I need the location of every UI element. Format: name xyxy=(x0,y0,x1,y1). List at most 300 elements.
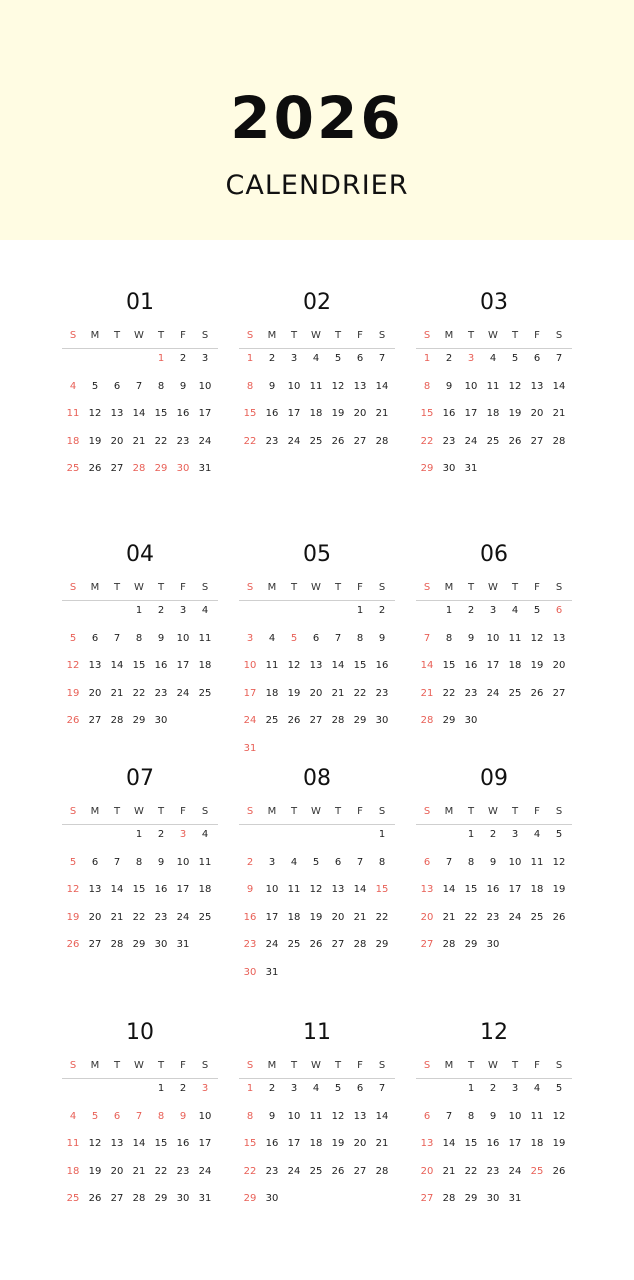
day-cell: 30 xyxy=(176,463,190,475)
day-cell: 1 xyxy=(246,1083,254,1094)
day-cell: 22 xyxy=(243,435,257,447)
weekday-label: F xyxy=(357,582,363,593)
day-cell: 20 xyxy=(420,911,434,923)
day-cell: 12 xyxy=(66,884,80,896)
day-cell: 21 xyxy=(132,435,146,447)
weekday-label: T xyxy=(290,1060,298,1071)
weekday-label: S xyxy=(378,582,386,593)
day-cell: 25 xyxy=(198,687,212,699)
day-cell: 22 xyxy=(375,911,389,923)
day-cell: 28 xyxy=(552,435,566,447)
day-cell: 22 xyxy=(464,911,478,923)
day-cell: 9 xyxy=(445,380,453,392)
day-cell: 9 xyxy=(489,1110,497,1122)
day-cell: 25 xyxy=(530,911,544,923)
day-cell: 29 xyxy=(375,939,389,951)
day-cell: 5 xyxy=(91,1110,99,1122)
weekday-label: F xyxy=(180,1060,186,1071)
day-cell: 15 xyxy=(464,884,478,896)
day-cell: 1 xyxy=(378,829,386,840)
weekday-divider xyxy=(416,600,572,601)
day-cell: 23 xyxy=(265,435,279,447)
weekday-label: S xyxy=(423,1060,431,1071)
weekday-label: M xyxy=(267,330,277,341)
day-cell: 10 xyxy=(176,856,190,868)
day-cell: 24 xyxy=(287,1165,301,1177)
day-cell: 19 xyxy=(508,408,522,420)
day-cell: 7 xyxy=(378,1083,386,1094)
day-cell: 29 xyxy=(464,939,478,951)
day-cell: 24 xyxy=(176,911,190,923)
day-cell: 30 xyxy=(486,1193,500,1205)
weekday-label: S xyxy=(423,582,431,593)
day-cell: 17 xyxy=(508,884,522,896)
day-cell: 15 xyxy=(353,660,367,672)
day-cell: 9 xyxy=(179,380,187,392)
day-cell: 11 xyxy=(309,380,323,392)
day-cell: 29 xyxy=(420,463,434,475)
day-cell: 20 xyxy=(88,687,102,699)
weekday-label: T xyxy=(157,1060,165,1071)
day-cell: 26 xyxy=(88,1193,102,1205)
day-cell: 4 xyxy=(533,1083,541,1094)
weekday-label: F xyxy=(180,806,186,817)
weekday-divider xyxy=(62,824,218,825)
day-cell: 23 xyxy=(176,435,190,447)
day-cell: 21 xyxy=(110,911,124,923)
day-cell: 24 xyxy=(287,435,301,447)
day-cell: 7 xyxy=(135,1110,143,1122)
month-title: 03 xyxy=(480,290,508,315)
day-cell: 21 xyxy=(353,911,367,923)
day-cell: 31 xyxy=(198,1193,212,1205)
day-cell: 24 xyxy=(243,715,257,727)
weekday-label: S xyxy=(423,330,431,341)
weekday-label: W xyxy=(488,1060,498,1071)
day-cell: 24 xyxy=(508,911,522,923)
weekday-divider xyxy=(239,1078,395,1079)
day-cell: 18 xyxy=(198,884,212,896)
day-cell: 9 xyxy=(268,380,276,392)
weekday-label: W xyxy=(488,806,498,817)
weekday-label: F xyxy=(534,330,540,341)
day-cell: 2 xyxy=(489,1083,497,1094)
day-cell: 4 xyxy=(69,1110,77,1122)
month-07 xyxy=(62,766,218,986)
day-cell: 29 xyxy=(442,715,456,727)
weekday-label: S xyxy=(69,806,77,817)
day-cell: 24 xyxy=(464,435,478,447)
day-cell: 17 xyxy=(176,660,190,672)
weekday-label: T xyxy=(467,582,475,593)
day-cell: 19 xyxy=(552,1138,566,1150)
month-03 xyxy=(416,290,572,510)
day-cell: 4 xyxy=(533,829,541,840)
day-cell: 22 xyxy=(132,911,146,923)
weekday-label: M xyxy=(267,1060,277,1071)
day-cell: 25 xyxy=(265,715,279,727)
day-cell: 14 xyxy=(375,1110,389,1122)
day-cell: 21 xyxy=(132,1165,146,1177)
day-cell: 13 xyxy=(88,884,102,896)
day-cell: 9 xyxy=(378,632,386,644)
day-cell: 17 xyxy=(198,408,212,420)
day-cell: 14 xyxy=(132,1138,146,1150)
day-cell: 17 xyxy=(287,1138,301,1150)
weekday-label: W xyxy=(311,1060,321,1071)
day-cell: 23 xyxy=(176,1165,190,1177)
day-cell: 6 xyxy=(91,632,99,644)
day-cell: 31 xyxy=(198,463,212,475)
day-cell: 2 xyxy=(467,605,475,616)
day-cell: 9 xyxy=(489,856,497,868)
day-cell: 19 xyxy=(552,884,566,896)
day-cell: 24 xyxy=(508,1165,522,1177)
weekday-divider xyxy=(62,348,218,349)
day-cell: 15 xyxy=(154,408,168,420)
day-cell: 8 xyxy=(467,856,475,868)
day-cell: 18 xyxy=(198,660,212,672)
weekday-label: T xyxy=(113,1060,121,1071)
day-cell: 23 xyxy=(243,939,257,951)
day-cell: 21 xyxy=(331,687,345,699)
day-cell: 25 xyxy=(530,1165,544,1177)
day-cell: 31 xyxy=(508,1193,522,1205)
weekday-label: M xyxy=(444,1060,454,1071)
day-cell: 3 xyxy=(511,829,519,840)
day-cell: 14 xyxy=(353,884,367,896)
day-cell: 9 xyxy=(246,884,254,896)
day-cell: 1 xyxy=(467,1083,475,1094)
day-cell: 30 xyxy=(464,715,478,727)
month-11 xyxy=(239,1020,395,1240)
weekday-label: S xyxy=(201,330,209,341)
weekday-label: T xyxy=(113,330,121,341)
day-cell: 30 xyxy=(154,939,168,951)
day-cell: 15 xyxy=(375,884,389,896)
weekday-divider xyxy=(62,1078,218,1079)
day-cell: 4 xyxy=(201,605,209,616)
day-cell: 18 xyxy=(530,1138,544,1150)
day-cell: 11 xyxy=(287,884,301,896)
day-cell: 21 xyxy=(110,687,124,699)
weekday-label: W xyxy=(488,330,498,341)
day-cell: 1 xyxy=(157,1083,165,1094)
weekday-label: S xyxy=(555,582,563,593)
day-cell: 7 xyxy=(423,632,431,644)
day-cell: 8 xyxy=(157,380,165,392)
weekday-label: M xyxy=(444,806,454,817)
day-cell: 25 xyxy=(309,435,323,447)
day-cell: 16 xyxy=(176,1138,190,1150)
weekday-label: W xyxy=(134,582,144,593)
day-cell: 22 xyxy=(464,1165,478,1177)
day-cell: 17 xyxy=(198,1138,212,1150)
day-cell: 2 xyxy=(268,353,276,364)
day-cell: 18 xyxy=(486,408,500,420)
day-cell: 27 xyxy=(309,715,323,727)
day-cell: 13 xyxy=(309,660,323,672)
day-cell: 12 xyxy=(508,380,522,392)
day-cell: 10 xyxy=(176,632,190,644)
day-cell: 13 xyxy=(353,1110,367,1122)
weekday-label: T xyxy=(511,330,519,341)
day-cell: 1 xyxy=(467,829,475,840)
day-cell: 15 xyxy=(132,884,146,896)
day-cell: 24 xyxy=(265,939,279,951)
month-10 xyxy=(62,1020,218,1240)
day-cell: 22 xyxy=(353,687,367,699)
day-cell: 5 xyxy=(511,353,519,364)
month-title: 10 xyxy=(126,1020,154,1045)
day-cell: 24 xyxy=(176,687,190,699)
day-cell: 30 xyxy=(265,1193,279,1205)
day-cell: 10 xyxy=(508,1110,522,1122)
day-cell: 26 xyxy=(88,463,102,475)
day-cell: 6 xyxy=(334,856,342,868)
day-cell: 25 xyxy=(486,435,500,447)
day-cell: 4 xyxy=(69,380,77,392)
month-title: 05 xyxy=(303,542,331,567)
day-cell: 16 xyxy=(154,884,168,896)
weekday-label: W xyxy=(134,806,144,817)
weekday-label: M xyxy=(90,582,100,593)
day-cell: 21 xyxy=(375,408,389,420)
day-cell: 7 xyxy=(555,353,563,364)
day-cell: 6 xyxy=(555,605,563,616)
day-cell: 25 xyxy=(287,939,301,951)
day-cell: 20 xyxy=(88,911,102,923)
day-cell: 10 xyxy=(198,380,212,392)
weekday-label: S xyxy=(201,582,209,593)
day-cell: 19 xyxy=(88,1165,102,1177)
day-cell: 12 xyxy=(552,1110,566,1122)
day-cell: 11 xyxy=(198,856,212,868)
day-cell: 22 xyxy=(154,435,168,447)
day-cell: 5 xyxy=(91,380,99,392)
weekday-label: T xyxy=(511,582,519,593)
day-cell: 4 xyxy=(511,605,519,616)
day-cell: 12 xyxy=(88,1138,102,1150)
day-cell: 5 xyxy=(555,829,563,840)
day-cell: 21 xyxy=(375,1138,389,1150)
day-cell: 17 xyxy=(287,408,301,420)
day-cell: 22 xyxy=(243,1165,257,1177)
weekday-label: T xyxy=(290,806,298,817)
weekday-label: T xyxy=(113,582,121,593)
day-cell: 8 xyxy=(157,1110,165,1122)
day-cell: 24 xyxy=(198,1165,212,1177)
day-cell: 20 xyxy=(331,911,345,923)
day-cell: 30 xyxy=(154,715,168,727)
day-cell: 12 xyxy=(66,660,80,672)
day-cell: 29 xyxy=(154,1193,168,1205)
day-cell: 6 xyxy=(312,632,320,644)
day-cell: 20 xyxy=(309,687,323,699)
day-cell: 15 xyxy=(442,660,456,672)
month-02 xyxy=(239,290,395,510)
day-cell: 14 xyxy=(331,660,345,672)
weekday-label: W xyxy=(311,806,321,817)
day-cell: 23 xyxy=(154,911,168,923)
day-cell: 26 xyxy=(331,1165,345,1177)
day-cell: 16 xyxy=(243,911,257,923)
day-cell: 16 xyxy=(154,660,168,672)
day-cell: 6 xyxy=(356,1083,364,1094)
day-cell: 21 xyxy=(420,687,434,699)
weekday-label: M xyxy=(90,330,100,341)
day-cell: 28 xyxy=(442,939,456,951)
day-cell: 26 xyxy=(287,715,301,727)
day-cell: 16 xyxy=(486,1138,500,1150)
day-cell: 30 xyxy=(243,967,257,978)
day-cell: 4 xyxy=(312,353,320,364)
weekday-label: S xyxy=(555,330,563,341)
weekday-label: S xyxy=(246,582,254,593)
day-cell: 29 xyxy=(353,715,367,727)
day-cell: 11 xyxy=(486,380,500,392)
day-cell: 1 xyxy=(445,605,453,616)
day-cell: 10 xyxy=(265,884,279,896)
day-cell: 15 xyxy=(243,1138,257,1150)
day-cell: 14 xyxy=(375,380,389,392)
weekday-label: W xyxy=(134,330,144,341)
day-cell: 10 xyxy=(287,1110,301,1122)
day-cell: 28 xyxy=(375,435,389,447)
day-cell: 19 xyxy=(309,911,323,923)
day-cell: 5 xyxy=(555,1083,563,1094)
day-cell: 13 xyxy=(110,1138,124,1150)
day-cell: 5 xyxy=(334,1083,342,1094)
month-title: 09 xyxy=(480,766,508,791)
month-09 xyxy=(416,766,572,986)
day-cell: 19 xyxy=(287,687,301,699)
weekday-divider xyxy=(416,1078,572,1079)
day-cell: 9 xyxy=(467,632,475,644)
day-cell: 7 xyxy=(378,353,386,364)
day-cell: 15 xyxy=(464,1138,478,1150)
day-cell: 31 xyxy=(243,743,257,754)
day-cell: 1 xyxy=(356,605,364,616)
day-cell: 28 xyxy=(353,939,367,951)
day-cell: 19 xyxy=(331,408,345,420)
day-cell: 27 xyxy=(353,435,367,447)
day-cell: 14 xyxy=(442,884,456,896)
day-cell: 20 xyxy=(110,1165,124,1177)
day-cell: 23 xyxy=(375,687,389,699)
day-cell: 29 xyxy=(132,939,146,951)
day-cell: 30 xyxy=(442,463,456,475)
day-cell: 8 xyxy=(246,1110,254,1122)
day-cell: 13 xyxy=(552,632,566,644)
weekday-label: T xyxy=(290,582,298,593)
day-cell: 27 xyxy=(110,1193,124,1205)
day-cell: 11 xyxy=(530,856,544,868)
day-cell: 19 xyxy=(66,687,80,699)
day-cell: 29 xyxy=(243,1193,257,1205)
day-cell: 23 xyxy=(265,1165,279,1177)
day-cell: 4 xyxy=(312,1083,320,1094)
day-cell: 22 xyxy=(442,687,456,699)
day-cell: 22 xyxy=(132,687,146,699)
day-cell: 7 xyxy=(445,1110,453,1122)
day-cell: 18 xyxy=(309,1138,323,1150)
month-title: 08 xyxy=(303,766,331,791)
weekday-label: W xyxy=(488,582,498,593)
day-cell: 14 xyxy=(420,660,434,672)
day-cell: 3 xyxy=(489,605,497,616)
day-cell: 7 xyxy=(113,856,121,868)
day-cell: 21 xyxy=(552,408,566,420)
day-cell: 24 xyxy=(198,435,212,447)
day-cell: 23 xyxy=(486,911,500,923)
day-cell: 28 xyxy=(132,463,146,475)
day-cell: 25 xyxy=(309,1165,323,1177)
day-cell: 25 xyxy=(198,911,212,923)
day-cell: 27 xyxy=(420,1193,434,1205)
day-cell: 22 xyxy=(420,435,434,447)
day-cell: 19 xyxy=(88,435,102,447)
month-01 xyxy=(62,290,218,510)
calendar-subtitle: CALENDRIER xyxy=(225,170,409,201)
day-cell: 1 xyxy=(246,353,254,364)
day-cell: 12 xyxy=(287,660,301,672)
day-cell: 28 xyxy=(442,1193,456,1205)
day-cell: 28 xyxy=(132,1193,146,1205)
weekday-divider xyxy=(239,600,395,601)
day-cell: 9 xyxy=(268,1110,276,1122)
day-cell: 22 xyxy=(154,1165,168,1177)
weekday-label: S xyxy=(69,1060,77,1071)
day-cell: 7 xyxy=(113,632,121,644)
month-05 xyxy=(239,542,395,762)
day-cell: 18 xyxy=(508,660,522,672)
day-cell: 15 xyxy=(420,408,434,420)
day-cell: 30 xyxy=(176,1193,190,1205)
day-cell: 21 xyxy=(442,911,456,923)
day-cell: 2 xyxy=(157,605,165,616)
day-cell: 13 xyxy=(353,380,367,392)
weekday-label: T xyxy=(511,806,519,817)
day-cell: 3 xyxy=(290,1083,298,1094)
day-cell: 16 xyxy=(464,660,478,672)
day-cell: 12 xyxy=(309,884,323,896)
day-cell: 30 xyxy=(486,939,500,951)
day-cell: 17 xyxy=(508,1138,522,1150)
weekday-label: F xyxy=(357,806,363,817)
day-cell: 12 xyxy=(331,380,345,392)
month-title: 01 xyxy=(126,290,154,315)
weekday-label: S xyxy=(69,582,77,593)
month-title: 06 xyxy=(480,542,508,567)
day-cell: 5 xyxy=(312,856,320,868)
day-cell: 20 xyxy=(530,408,544,420)
day-cell: 8 xyxy=(135,632,143,644)
day-cell: 11 xyxy=(198,632,212,644)
day-cell: 8 xyxy=(246,380,254,392)
day-cell: 12 xyxy=(530,632,544,644)
day-cell: 23 xyxy=(154,687,168,699)
day-cell: 19 xyxy=(66,911,80,923)
day-cell: 1 xyxy=(423,353,431,364)
day-cell: 17 xyxy=(486,660,500,672)
day-cell: 27 xyxy=(88,939,102,951)
day-cell: 11 xyxy=(530,1110,544,1122)
weekday-label: F xyxy=(534,1060,540,1071)
weekday-label: T xyxy=(467,330,475,341)
day-cell: 24 xyxy=(486,687,500,699)
day-cell: 26 xyxy=(508,435,522,447)
